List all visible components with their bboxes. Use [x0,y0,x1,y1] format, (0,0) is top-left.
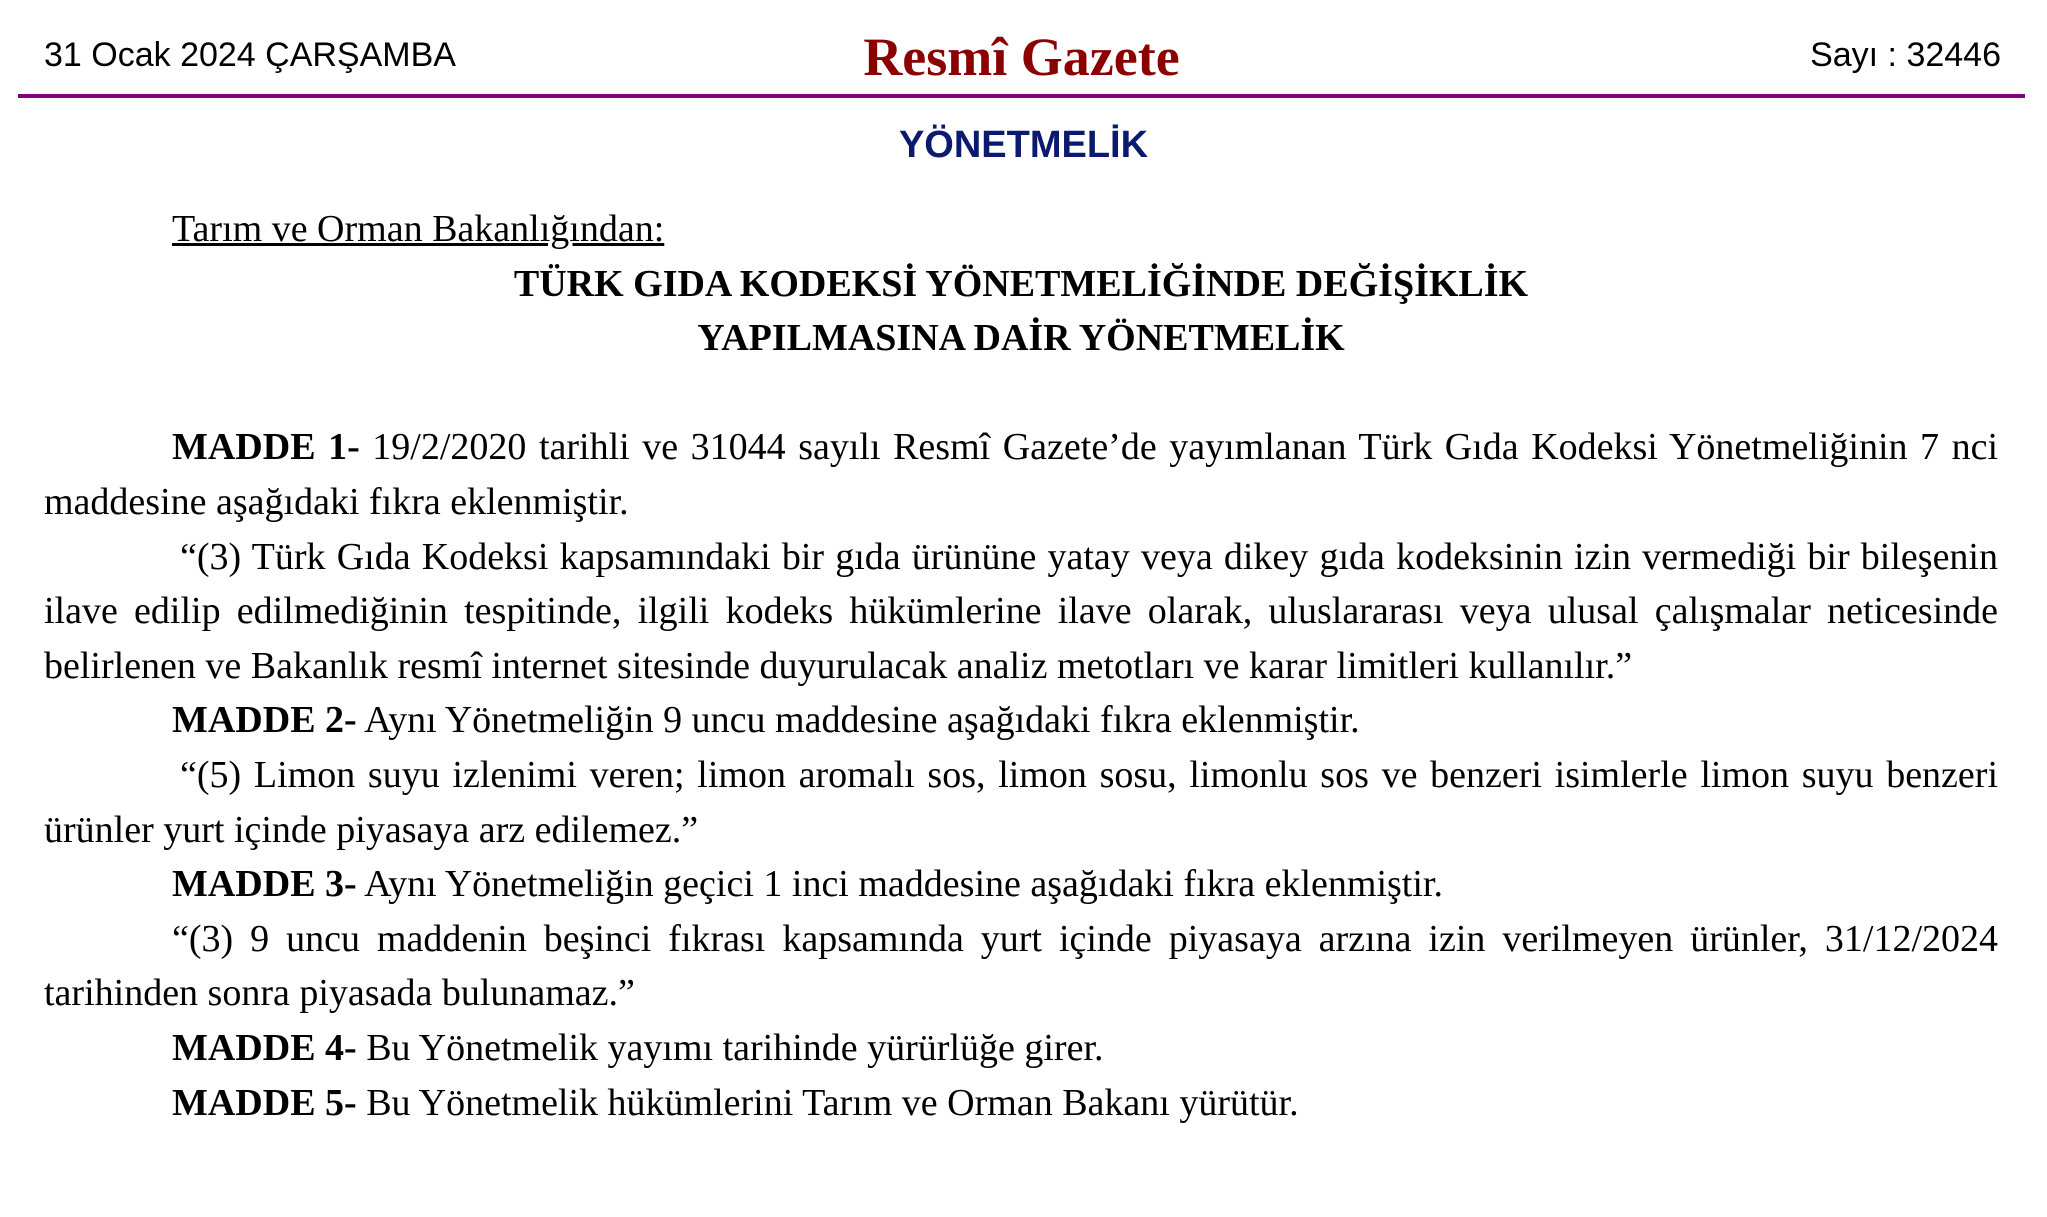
issuing-ministry: Tarım ve Orman Bakanlığından: [172,208,665,250]
article-text: 19/2/2020 tarihli ve 31044 sayılı Resmî Gazete’de yayımlanan Türk Gıda Kodeksi Yönetmeliğinin 7 nci maddesine aşağıdaki fıkra eklenmiştir. [44,426,1999,523]
article-2-quote: “(5) Limon suyu izlenimi veren; limon aromalı sos, limon sosu, limonlu sos ve benzeri isimlerle limon suyu benzeri ürünler yurt içinde piyasaya arz edilemez.” [44,753,1998,851]
gazette-title: Resmî Gazete [863,27,1180,87]
section-heading: YÖNETMELİK [898,124,1149,166]
article-3-quote: “(3) 9 uncu maddenin beşinci fıkrası kapsamında yurt içinde piyasaya arzına izin verilmeyen ürünler, 31/12/2024 tarihinden sonra piyasada bulunamaz.” [44,917,1998,1015]
spacer [44,366,1998,421]
article-text: Bu Yönetmelik hükümlerini Tarım ve Orman Bakanı yürütür. [366,1081,1299,1124]
article-text: Aynı Yönetmeliğin geçici 1 inci maddesine aşağıdaki fıkra eklenmiştir. [364,863,1443,906]
publication-date: 31 Ocak 2024 ÇARŞAMBA [44,36,456,74]
gazette-header [18,0,2025,98]
article-2 [44,693,1998,748]
article-text: Aynı Yönetmeliğin 9 uncu maddesine aşağıdaki fıkra eklenmiştir. [364,699,1360,742]
article-1-quote: “(3) Türk Gıda Kodeksi kapsamındaki bir gıda ürününe yatay veya dikey gıda kodeksinin izin vermediği bir bileşenin ilave edilip edilmediğinin tespitinde, ilgili kodeks hükümlerine ilave olarak, uluslararası veya ulusal çalışmalar neticesinde belirlenen ve Bakanlık resmî internet sitesinde duyurulacak analiz metotları ve karar limitleri kullanılır.” [44,535,1998,687]
regulation-title-line-2: YAPILMASINA DAİR YÖNETMELİK [697,317,1345,360]
regulation-title-line-1: TÜRK GIDA KODEKSİ YÖNETMELİĞİNDE DEĞİŞİKLİK [513,262,1529,305]
article-label: MADDE 2- [172,699,357,742]
article-1 [44,420,1998,529]
article-label: MADDE 3- [172,863,357,906]
article-4 [44,1021,1998,1076]
article-text: Bu Yönetmelik yayımı tarihinde yürürlüğe girer. [366,1026,1104,1069]
article-label: MADDE 4- [172,1026,357,1069]
article-5 [44,1076,1998,1131]
issue-number: Sayı : 32446 [1810,36,2001,74]
article-label: MADDE 1- [172,426,360,469]
article-3 [44,857,1998,912]
document-body [44,202,1998,1130]
article-label: MADDE 5- [172,1081,357,1124]
